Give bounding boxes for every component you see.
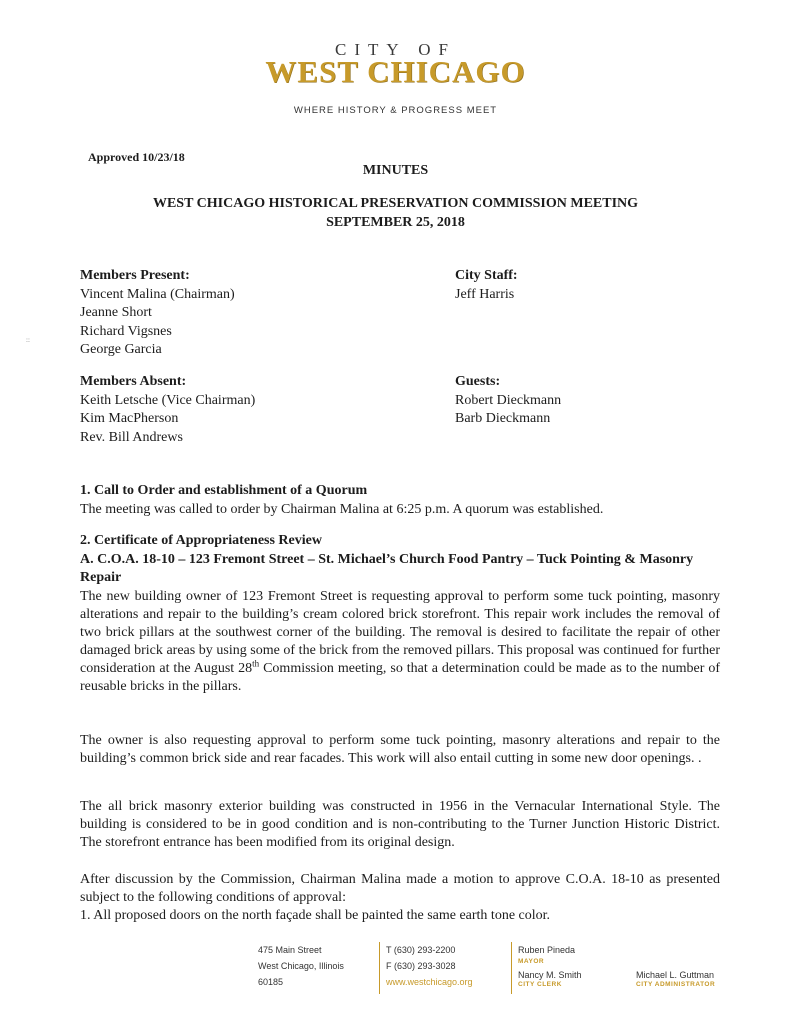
coa-subheading: A. C.O.A. 18-10 – 123 Fremont Street – St. Michael’s Church Food Pantry – Tuck Pointing & Masonry Repair [80, 551, 694, 585]
member-name: Kim MacPherson [80, 411, 179, 426]
address-line: West Chicago, Illinois [258, 961, 344, 971]
mayor-title: MAYOR [518, 958, 545, 965]
section-text: The meeting was called to order by Chairman Malina at 6:25 p.m. A quorum was established. [80, 501, 604, 517]
letterhead-tagline: WHERE HISTORY & PROGRESS MEET [293, 105, 498, 116]
mayor-name: Ruben Pineda [518, 945, 576, 955]
condition-1: 1. All proposed doors on the north façade shall be painted the same earth tone color. [80, 908, 551, 923]
staff-name: Jeff Harris [455, 286, 515, 302]
document-type: MINUTES [362, 163, 429, 178]
paragraph-1-text: The new building owner of 123 Fremont Street is requesting approval to perform some tuck pointing, masonry alterations and repair to the building’s cream colored brick storefront. This repair work includes the removal of two brick pillars at the southwest corner of the building. The removal is desired to facilitate the repair of other damaged brick areas by using some of the brick from the removed pillars. This proposal was continued for further consideration at the August 28 [80, 589, 720, 676]
member-name: Vincent Malina (Chairman) [80, 286, 235, 302]
letterhead-city-of: CITY OF [334, 40, 456, 59]
city-staff [455, 267, 518, 304]
member-name: Richard Vigsnes [80, 323, 172, 339]
footer-officials-right [636, 969, 715, 988]
letterhead-logo-text: WEST CHICAGO [265, 54, 526, 89]
approved-date: Approved 10/23/18 [88, 150, 185, 164]
footer-divider [379, 942, 380, 994]
city-staff-heading: City Staff: [455, 268, 518, 283]
clerk-title: CITY CLERK [518, 981, 562, 988]
member-name: Keith Letsche (Vice Chairman) [80, 392, 256, 408]
ordinal-suffix: th [252, 658, 260, 669]
member-name: George Garcia [80, 342, 162, 357]
paragraph-4: After discussion by the Commission, Chairman Malina made a motion to approve C.O.A. 18-10 as presented subject to the following conditions of approval: [80, 872, 720, 905]
fax: F (630) 293-3028 [386, 961, 456, 971]
section-heading: 1. Call to Order and establishment of a Quorum [80, 483, 368, 498]
section-call-to-order [80, 482, 720, 519]
footer-contact [386, 942, 473, 990]
meeting-title: WEST CHICAGO HISTORICAL PRESERVATION COMMISSION MEETING [152, 196, 639, 211]
meeting-heading [0, 194, 791, 232]
address-line: 60185 [258, 977, 284, 987]
guests [455, 373, 561, 429]
footer-officials-left [518, 942, 582, 988]
guest-name: Barb Dieckmann [455, 411, 551, 426]
address-line: 475 Main Street [258, 945, 322, 955]
footer-divider [511, 942, 512, 994]
members-absent-heading: Members Absent: [80, 374, 187, 389]
phone: T (630) 293-2200 [386, 945, 456, 955]
member-name: Jeanne Short [80, 305, 152, 320]
meeting-date: SEPTEMBER 25, 2018 [326, 215, 465, 230]
footer-address [258, 942, 344, 990]
paragraph-1-text-end: Commission meeting, so that a determination could be made as to the number of reusable bricks in the pillars. [80, 661, 720, 694]
clerk-name: Nancy M. Smith [518, 970, 582, 980]
members-present-heading: Members Present: [80, 268, 190, 283]
guest-name: Robert Dieckmann [455, 392, 562, 408]
administrator-title: CITY ADMINISTRATOR [636, 981, 716, 988]
paragraph-1 [80, 588, 720, 696]
members-absent [80, 373, 255, 447]
margin-mark: :: [26, 336, 30, 344]
paragraph-2: The owner is also requesting approval to perform some tuck pointing, masonry alterations and repair to the building’s common brick side and rear facades. This work will also entail cutting in some new door openings. . [80, 733, 720, 766]
member-name: Rev. Bill Andrews [80, 429, 183, 445]
website-link[interactable]: www.westchicago.org [386, 977, 473, 987]
administrator-name: Michael L. Guttman [636, 970, 715, 980]
paragraph-3: The all brick masonry exterior building was constructed in 1956 in the Vernacular International Style. The building is considered to be in good condition and is non-contributing to the Turner Junction Historic District. The storefront entrance has been modified from its original design. [80, 799, 720, 850]
section-heading: 2. Certificate of Appropriateness Review [80, 533, 322, 548]
section-coa-review [80, 532, 720, 588]
members-present [80, 267, 235, 360]
guests-heading: Guests: [455, 374, 501, 389]
